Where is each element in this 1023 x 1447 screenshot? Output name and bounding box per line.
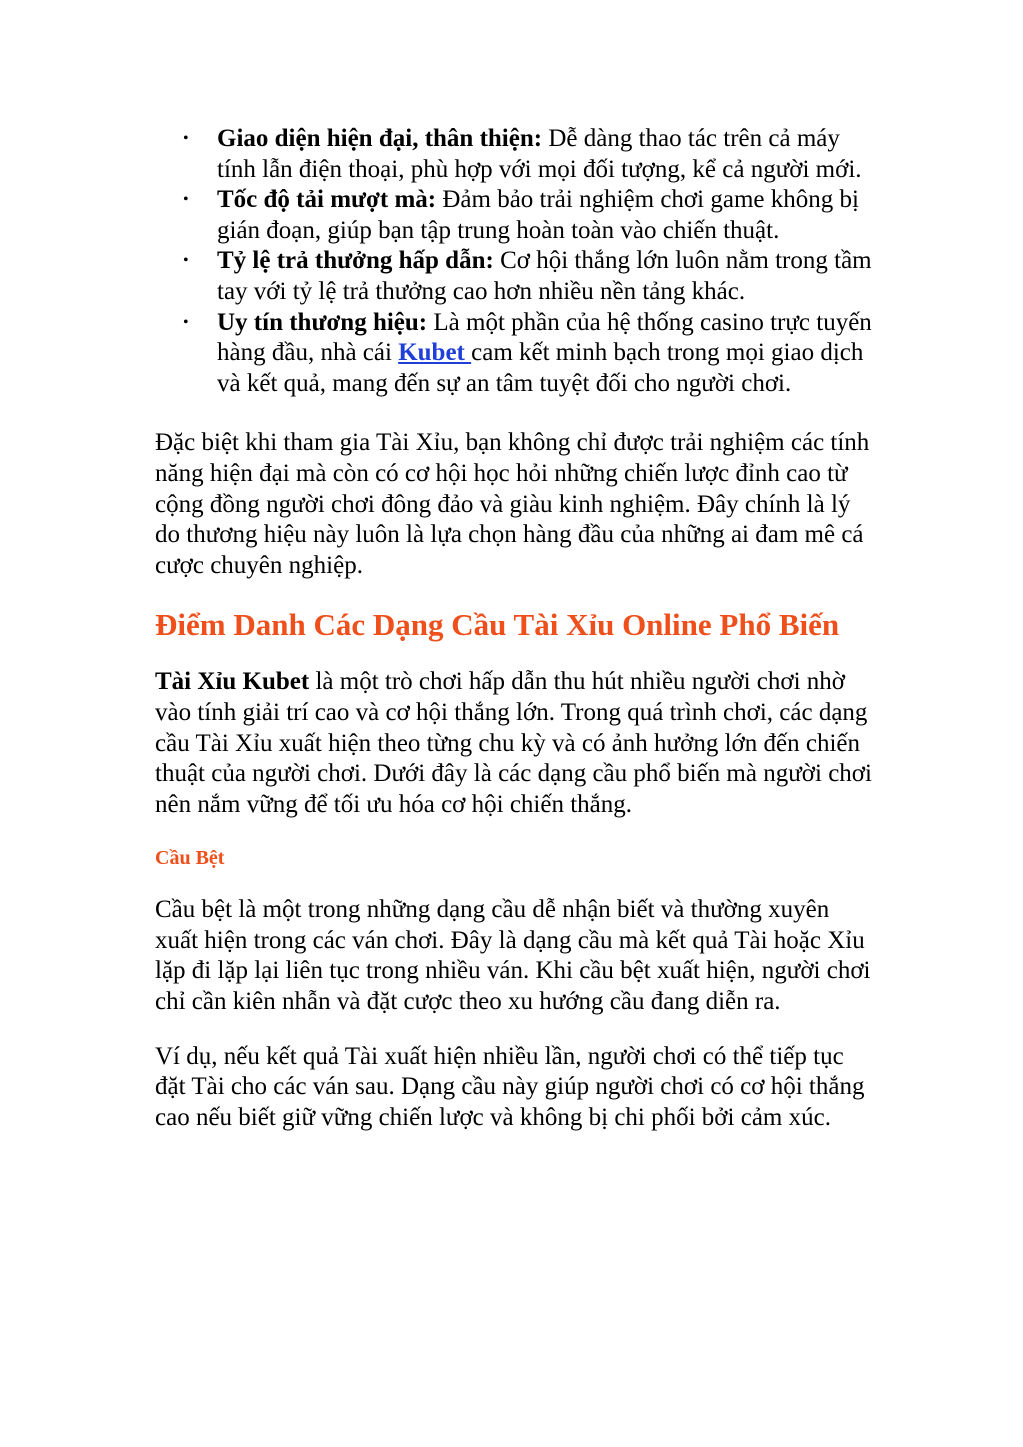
list-item [155,308,875,400]
cau-bet-paragraph: Cầu bệt là một trong những dạng cầu dễ nhận biết và thường xuyên xuất hiện trong các ván chơi. Đây là dạng cầu mà kết quả Tài hoặc Xỉu lặp đi lặp lại liên tục trong nhiều ván. Khi cầu bệt xuất hiện, người chơi chỉ cần kiên nhẫn và đặt cược theo xu hướng cầu đang diễn ra. [155,896,871,1016]
intro-paragraph: Đặc biệt khi tham gia Tài Xỉu, bạn không chỉ được trải nghiệm các tính năng hiện đại mà còn có cơ hội học hỏi những chiến lược đỉnh cao từ cộng đồng người chơi đông đảo và giàu kinh nghiệm. Đây chính là lý do thương hiệu này luôn là lựa chọn hàng đầu của những ai đam mê cá cược chuyên nghiệp. [155,429,870,579]
document-page [155,124,875,1133]
paragraph-bold-lead: Tài Xỉu Kubet [155,668,310,696]
list-item [155,124,875,185]
bullet-icon: • [183,252,189,270]
list-item [155,246,875,307]
feature-title: Tốc độ tải mượt mà: [217,186,437,214]
list-item [155,185,875,246]
feature-title: Giao diện hiện đại, thân thiện: [217,125,543,152]
kubet-link[interactable]: Kubet [398,339,472,367]
example-paragraph: Ví dụ, nếu kết quả Tài xuất hiện nhiều lần, người chơi có thể tiếp tục đặt Tài cho các ván sau. Dạng cầu này giúp người chơi có cơ hội thắng cao nếu biết giữ vững chiến lược và không bị chi phối bởi cảm xúc. [155,1042,865,1131]
feature-text: Cơ hội thắng lớn luôn nằm trong tầm tay với tỷ lệ trả thưởng cao hơn nhiều nền tảng khác. [217,247,872,305]
feature-text: Là một phần của hệ thống casino trực tuyến hàng đầu, nhà cái [217,308,872,367]
section-heading: Điểm Danh Các Dạng Cầu Tài Xỉu Online Phổ Biến [155,607,840,643]
paragraph-text: là một trò chơi hấp dẫn thu hút nhiều người chơi nhờ vào tính giải trí cao và cơ hội thắng lớn. Trong quá trình chơi, các dạng cầu Tài Xỉu xuất hiện theo từng chu kỳ và có ảnh hưởng lớn đến chiến thuật của người chơi. Dưới đây là các dạng cầu phổ biến mà người chơi nên nắm vững để tối ưu hóa cơ hội chiến thắng. [155,668,872,818]
bullet-icon: • [183,313,189,331]
bullet-icon: • [183,130,189,147]
feature-list [155,124,875,399]
feature-title: Tỷ lệ trả thưởng hấp dẫn: [217,247,494,275]
overview-paragraph [155,667,875,820]
sub-heading: Cầu Bệt [155,847,225,870]
feature-text: cam kết minh bạch trong mọi giao dịch và kết quả, mang đến sự an tâm tuyệt đối cho người chơi. [217,339,864,397]
bullet-icon: • [183,191,189,209]
feature-text: Đảm bảo trải nghiệm chơi game không bị gián đoạn, giúp bạn tập trung hoàn toàn vào chiến thuật. [217,186,859,244]
feature-title: Uy tín thương hiệu: [217,308,428,336]
feature-text: Dễ dàng thao tác trên cả máy tính lẫn điện thoại, phù hợp với mọi đối tượng, kể cả người mới. [217,125,862,183]
